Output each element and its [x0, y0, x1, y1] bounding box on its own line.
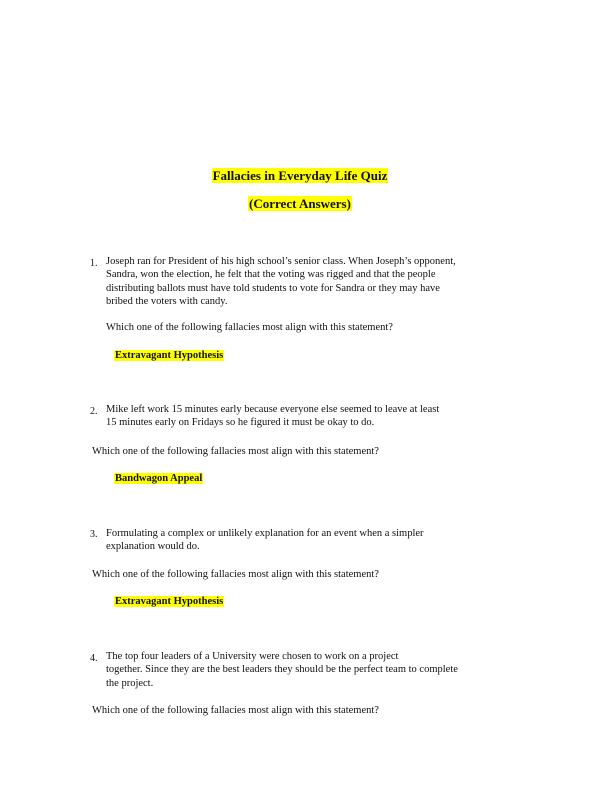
question-1-prompt: Which one of the following fallacies most align with this statement?: [106, 322, 393, 333]
question-1-line: Joseph ran for President of his high school’s senior class. When Joseph’s opponent,: [106, 256, 456, 267]
question-1-answer: [114, 350, 224, 361]
page-title: [0, 168, 600, 184]
question-3-prompt: Which one of the following fallacies most align with this statement?: [92, 569, 379, 580]
question-3-answer-text: Extravagant Hypothesis: [115, 596, 224, 607]
question-1-text: [106, 255, 526, 309]
question-4-text: [106, 650, 536, 690]
page-title-text: Fallacies in Everyday Life Quiz: [212, 168, 388, 183]
question-3-text: [106, 527, 526, 554]
question-4-line: together. Since they are the best leaders they should be the perfect team to complete: [106, 664, 458, 676]
question-2-line: 15 minutes early on Fridays so he figured it must be okay to do.: [106, 417, 375, 429]
page-subtitle: [0, 196, 600, 212]
question-2-line: Mike left work 15 minutes early because everyone else seemed to leave at least: [106, 404, 440, 415]
question-1-line: distributing ballots must have told students to vote for Sandra or they may have: [106, 282, 440, 294]
question-4-line: the project.: [106, 677, 154, 689]
question-4-line: The top four leaders of a University were chosen to work on a project: [106, 651, 399, 662]
question-1-number: 1.: [90, 258, 98, 269]
question-3-number: 3.: [90, 529, 98, 540]
question-1-line: Sandra, won the election, he felt that the voting was rigged and that the people: [106, 269, 436, 281]
question-3-line: explanation would do.: [106, 541, 200, 553]
question-2-text: [106, 403, 526, 430]
question-4-prompt: Which one of the following fallacies most align with this statement?: [92, 705, 379, 716]
question-1-line: bribed the voters with candy.: [106, 296, 228, 308]
question-2-number: 2.: [90, 406, 98, 417]
question-4-number: 4.: [90, 653, 98, 664]
question-2-answer: [114, 473, 203, 484]
question-3-line: Formulating a complex or unlikely explanation for an event when a simpler: [106, 528, 424, 539]
question-3-answer: [114, 596, 224, 607]
question-1-answer-text: Extravagant Hypothesis: [115, 350, 224, 361]
question-2-prompt: Which one of the following fallacies most align with this statement?: [92, 446, 379, 457]
page-subtitle-text: (Correct Answers): [249, 196, 351, 211]
question-2-answer-text: Bandwagon Appeal: [115, 473, 203, 484]
